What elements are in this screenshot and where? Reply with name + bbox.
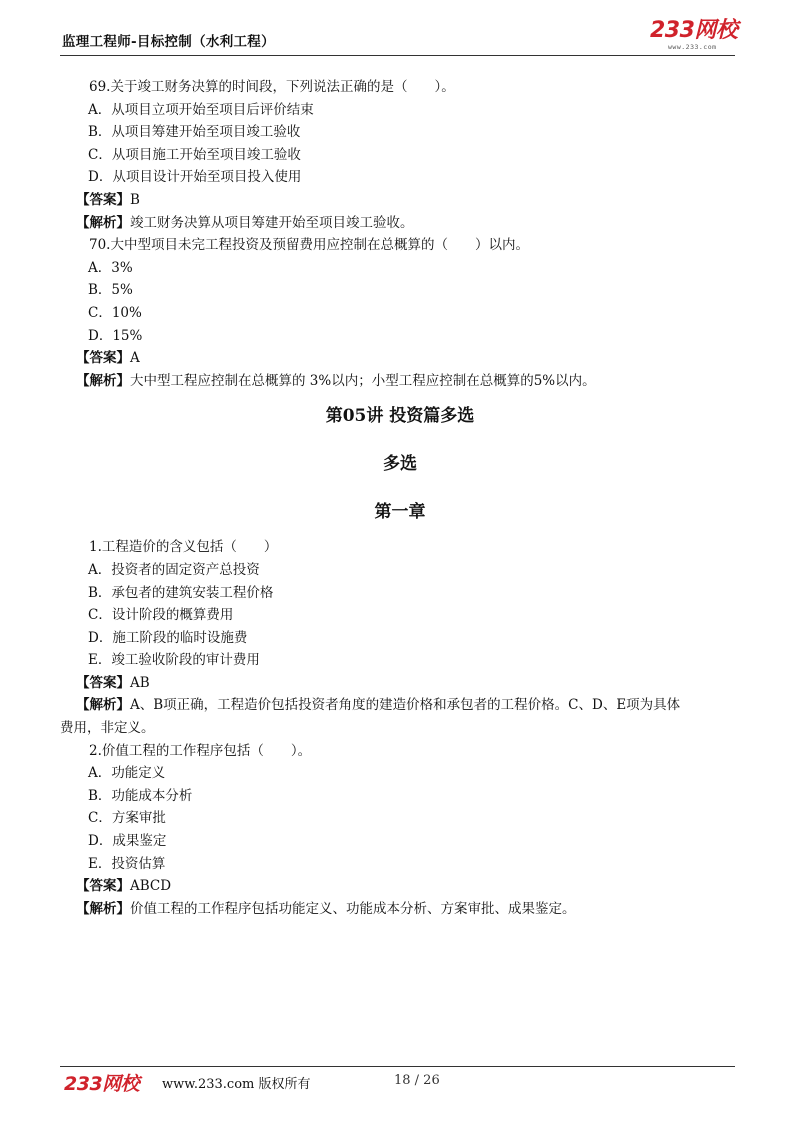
analysis-text: A、B项正确，工程造价包括投资者角度的建造价格和承包者的工程价格。C、D、E项为具体: [130, 697, 681, 714]
answer-value: B: [130, 191, 140, 208]
answer-label: 【答案】: [76, 674, 130, 691]
header-logo-text: 233网校: [650, 18, 738, 43]
question-type-heading: 多选: [383, 454, 417, 475]
chapter-heading: 第一章: [374, 502, 426, 523]
multi-question-2-option-c: C．方案审批: [88, 810, 166, 827]
header-title: 监理工程师-目标控制（水利工程）: [62, 34, 275, 50]
multi-question-1-option-a: A．投资者的固定资产总投资: [88, 561, 260, 578]
header-divider: [60, 55, 735, 56]
analysis-label: 【解析】: [76, 372, 130, 389]
multi-question-1: 1.工程造价的含义包括（ ）: [89, 539, 278, 556]
multi-question-2: 2.价值工程的工作程序包括（ ）。: [89, 742, 312, 759]
question-69-option-c: C．从项目施工开始至项目竣工验收: [88, 146, 301, 163]
analysis-text: 价值工程的工作程序包括功能定义、功能成本分析、方案审批、成果鉴定。: [130, 900, 576, 917]
multi-question-1-analysis: [0, 694, 800, 717]
footer-divider: [60, 1066, 735, 1067]
analysis-label: 【解析】: [76, 214, 130, 231]
multi-question-1-analysis-cont: 费用，非定义。: [60, 720, 155, 737]
question-69-analysis: [0, 212, 800, 235]
question-70-option-d: D．15%: [88, 327, 143, 344]
multi-question-2-option-a: A．功能定义: [88, 765, 166, 782]
lecture-heading: 第05讲 投资篇多选: [325, 406, 475, 427]
page-content: [0, 76, 800, 920]
multi-question-1-option-c: C．设计阶段的概算费用: [88, 607, 234, 624]
question-70-answer: [0, 347, 800, 370]
question-70: 70.大中型项目未完工程投资及预留费用应控制在总概算的（ ）以内。: [89, 237, 529, 254]
multi-question-2-answer: [0, 875, 800, 898]
question-70-option-c: C．10%: [88, 304, 142, 321]
question-70-option-b: B．5%: [88, 282, 133, 299]
analysis-label: 【解析】: [76, 697, 130, 714]
multi-question-1-option-b: B．承包者的建筑安装工程价格: [88, 584, 274, 601]
answer-value: A: [130, 350, 140, 367]
footer-copyright: www.233.com 版权所有: [162, 1077, 311, 1092]
page-number: 18 / 26: [394, 1073, 440, 1088]
answer-label: 【答案】: [76, 191, 130, 208]
answer-value: AB: [130, 674, 150, 691]
question-69-answer: [0, 189, 800, 212]
multi-question-1-option-d: D．施工阶段的临时设施费: [88, 629, 248, 646]
answer-label: 【答案】: [76, 878, 130, 895]
header-logo-url: www.233.com: [668, 43, 717, 51]
multi-question-2-option-b: B．功能成本分析: [88, 787, 193, 804]
multi-question-1-answer: [0, 672, 800, 695]
multi-question-2-option-e: E．投资估算: [88, 855, 166, 872]
analysis-label: 【解析】: [76, 900, 130, 917]
analysis-text: 竣工财务决算从项目筹建开始至项目竣工验收。: [130, 214, 414, 231]
question-69: 69.关于竣工财务决算的时间段，下列说法正确的是（ ）。: [89, 79, 455, 95]
question-69-option-b: B．从项目筹建开始至项目竣工验收: [88, 124, 301, 141]
multi-question-2-option-d: D．成果鉴定: [88, 833, 167, 850]
answer-label: 【答案】: [76, 350, 130, 367]
question-69-option-a: A．从项目立项开始至项目后评价结束: [88, 101, 314, 118]
question-70-analysis: [0, 370, 800, 393]
answer-value: ABCD: [130, 878, 172, 895]
question-69-option-d: D．从项目设计开始至项目投入使用: [88, 169, 302, 186]
header-logo: [650, 20, 750, 56]
multi-question-1-option-e: E．竣工验收阶段的审计费用: [88, 652, 260, 669]
footer-logo: 233网校: [64, 1073, 140, 1095]
question-70-option-a: A．3%: [88, 259, 133, 276]
analysis-text: 大中型工程应控制在总概算的 3%以内；小型工程应控制在总概算的5%以内。: [130, 372, 596, 389]
multi-question-2-analysis: [0, 898, 800, 921]
